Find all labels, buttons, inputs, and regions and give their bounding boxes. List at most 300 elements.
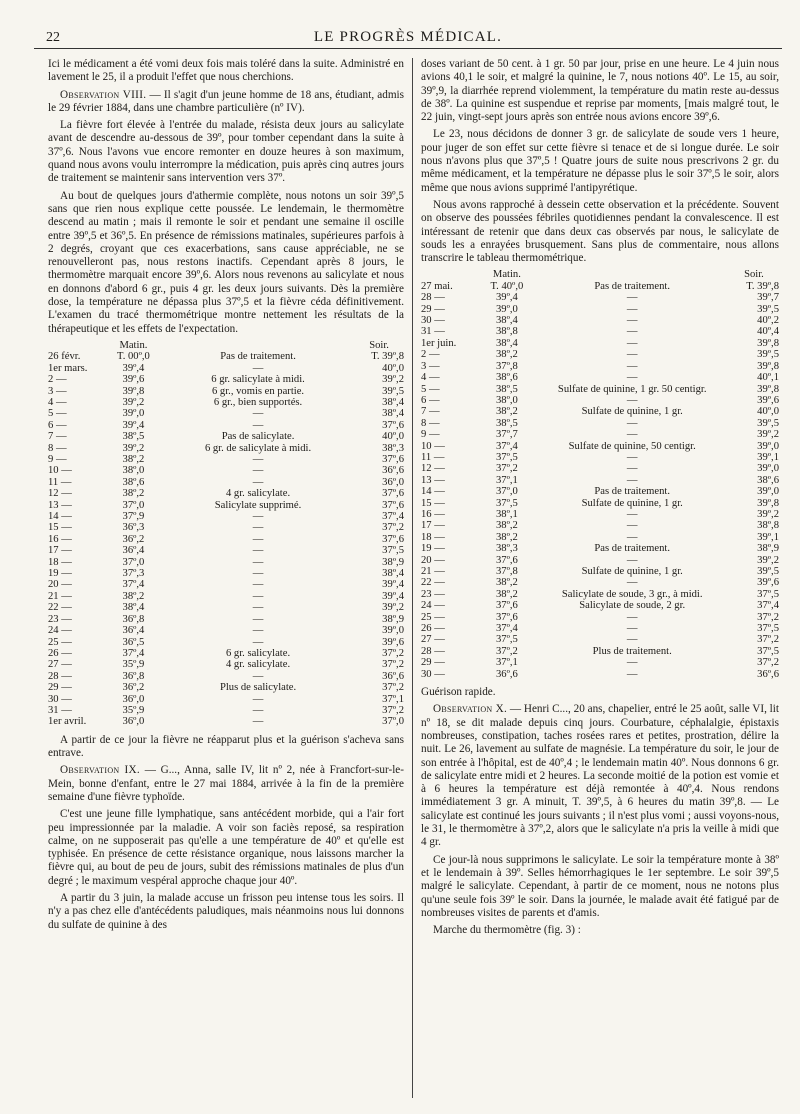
obs8-text-1: — Il s'agit d'un jeune homme de 18 ans, étudiant, admis le 29 février 1884, dans une chambre particulière (nº IV). [48,88,405,114]
table-soir: 36º,6 [382,465,404,477]
table-row [48,477,404,488]
table-row [421,281,779,292]
table-date: 20 — [421,554,445,566]
table-date: 30 — [48,693,72,705]
table-row [48,637,404,648]
table-date: 5 — [48,408,67,420]
table-matin: 38º,5 [122,431,145,443]
table-note: 6 gr., bien supportés. [213,396,303,408]
table-soir: 39º,2 [382,602,404,614]
table-matin: 35º,9 [122,704,145,716]
table-soir: 37º,2 [757,657,779,669]
table-note: — [252,476,264,488]
table-date: 4 — [421,372,440,384]
table-row [421,646,779,657]
obs8-col-matin: Matin. [119,339,148,351]
table-date: 18 — [421,531,445,543]
table-matin: 36º,8 [122,670,145,682]
table-note: — [252,545,264,557]
table-row [421,669,779,680]
obs9-paragraph-2: C'est une jeune fille lymphatique, sans antécédent morbide, qui a l'air fort peu impressionnée par la maladie. A voir son faciès reposé, sa respiration calme, on ne supposerait pas qu'elle a une température de 40º et qu'elle est typhisée. En présence de cette résistance organique, nous laissons marcher la fièvre qui, au bout de peu de jours, subit des rémissions matinales de plus d'un degré ; le maximum vespéral approche chaque jour 40º. [48,808,404,887]
table-date: 5 — [421,383,440,395]
table-row [421,463,779,474]
table-matin: 38º,4 [495,315,518,327]
table-row [421,304,779,315]
table-note: Salicylate supprimé. [214,499,302,511]
table-row [48,545,404,556]
table-note: — [626,303,638,315]
table-matin: 36º,2 [122,682,145,694]
table-note: — [252,408,264,420]
table-row [48,705,404,716]
table-soir: 37º,2 [757,634,779,646]
table-soir: 37º,6 [382,533,404,545]
table-date: 1er juin. [421,337,457,349]
table-date: 25 — [421,611,445,623]
table-matin: 37º,2 [495,645,518,657]
table-matin: 38º,1 [495,508,518,520]
table-note: Pas de salicylate. [221,431,295,443]
table-row [48,579,404,590]
table-row [421,634,779,645]
table-matin: 36º,6 [495,668,518,680]
table-note: — [252,704,264,716]
table-soir: 38º,9 [382,556,404,568]
table-matin: 38º,4 [122,602,145,614]
table-row [421,315,779,326]
table-note: Plus de salicylate. [219,682,297,694]
table-row [48,500,404,511]
table-soir: 37º,2 [757,611,779,623]
table-matin: 37º,4 [495,623,518,635]
table-matin: 37º,8 [495,566,518,578]
table-note: — [626,360,638,372]
table-matin: 38º,5 [495,383,518,395]
table-date: 17 — [421,520,445,532]
table-note: — [626,451,638,463]
table-note: — [626,554,638,566]
table-matin: 38º,0 [495,394,518,406]
table-matin: 37º,1 [495,657,518,669]
table-matin: 38º,2 [495,406,518,418]
table-matin: 37º,5 [495,497,518,509]
table-matin: 37º,8 [495,360,518,372]
table-row [421,657,779,668]
table-soir: 39º,5 [757,349,779,361]
obs9-paragraph-3: A partir du 3 juin, la malade accuse un frisson peu intense tous les soirs. Il n'y a pas chez elle d'antécédents paludiques, mais néanmoins nous lui donnons du sulfate de quinine à des [48,892,404,931]
table-date: 1er avril. [48,716,87,728]
table-note: — [626,474,638,486]
table-row [48,408,404,419]
table-matin: 39º,0 [495,303,518,315]
table-note: Plus de traitement. [592,645,672,657]
table-note: — [252,454,264,465]
table-soir: 39º,4 [382,579,404,591]
table-note: 4 gr. salicylate. [225,659,291,671]
table-date: 24 — [48,625,72,637]
obs9-paragraph-1 [48,764,404,804]
table-soir: 39º,7 [757,292,779,304]
table-note: — [252,533,264,545]
table-date: 14 — [48,511,72,523]
table-date: 14 — [421,486,445,498]
obs10-paragraph-2: Ce jour-là nous supprimons le salicylate. Le soir la température monte à 38º et le lendemain à 39º. Selles hémorrhagiques le 1er septembre. Le soir 39º,5 malgré le salicylate. Cependant, à partir de ce moment, nous ne notons plus qu'une seule fois 39º le soir. Dans la journée, le malade avait été fatigué par de nombreuses visites de parents et d'amis. [421,853,779,919]
table-date: 21 — [48,590,72,602]
table-date: 9 — [421,429,440,441]
table-note: — [626,429,638,441]
table-soir: 37º,5 [757,623,779,635]
obs9-continued-1: doses variant de 50 cent. à 1 gr. 50 par jour, prise en une heure. Le 4 juin nous avions 40,1 le soir, et malgré la quinine, le 7, nous notions 40º. Le 15, au soir, 39º,9, la diarrhée reprend violemment, la température du matin reste au-dessus de 38º. La quinine est suspendue et reprise par moments, [mais malgré tout, le 22 juin, vingt-sept jours après son entrée nous avions encore 39º,6. [421,58,779,124]
table-date: 31 — [48,704,72,716]
table-date: 26 févr. [48,351,81,363]
table-soir: 39º,2 [757,554,779,566]
table-soir: 39º,6 [757,394,779,406]
table-date: 19 — [421,543,445,555]
table-soir: 39º,2 [757,508,779,520]
table-soir: 38º,9 [757,543,779,555]
table-date: 16 — [48,533,72,545]
table-soir: 39º,0 [757,440,779,452]
table-soir: 39º,1 [757,451,779,463]
table-note: — [252,465,264,477]
table-date: 11 — [48,476,72,488]
table-date: 12 — [421,463,445,475]
table-matin: 37º,0 [495,486,518,498]
table-note: — [626,657,638,669]
table-row [421,384,779,395]
table-note: — [252,362,264,374]
table-date: 29 — [48,682,72,694]
table-matin: 38º,2 [495,531,518,543]
table-matin: T. 40º,0 [490,280,524,292]
obs9-continued-2: Le 23, nous décidons de donner 3 gr. de salicylate de soude vers 1 heure, pour juger de son effet sur cette fièvre si tenace et de si longue durée. Le soir nous n'avons plus que 37º,5 ! Quatre jours de suite nous prescrivons 2 gr. du même médicament, et la température ne dépasse plus le soir 37º,5 le soir, alors même que nous avions supprimé l'antipyrétique. [421,128,779,194]
table-row [48,363,404,374]
table-date: 19 — [48,568,72,580]
table-soir: 37º,5 [382,545,404,557]
table-note: Sulfate de quinine, 1 gr. [581,566,683,578]
table-matin: 37º,0 [122,499,145,511]
page-header [34,26,782,46]
table-note: — [626,634,638,646]
table-note: — [626,520,638,532]
table-date: 31 — [421,326,445,338]
table-soir: 36º,0 [382,476,404,488]
table-matin: 38º,6 [122,476,145,488]
table-matin: 38º,5 [495,417,518,429]
table-note: — [252,670,264,682]
table-row [48,648,404,659]
table-row [421,600,779,611]
table-date: 24 — [421,600,445,612]
table-soir: 36º,6 [382,670,404,682]
table-date: 27 — [421,634,445,646]
table-matin: 38º,2 [495,577,518,589]
table-matin: 38º,0 [122,465,145,477]
table-matin: 39º,4 [122,362,145,374]
table-note: 6 gr. salicylate à midi. [211,374,305,386]
table-note: — [626,292,638,304]
table-soir: 39º,8 [757,497,779,509]
table-row [48,488,404,499]
table-matin: 36º,8 [122,613,145,625]
table-date: 8 — [421,417,440,429]
table-row [421,566,779,577]
table-soir: 39º,6 [757,577,779,589]
table-matin: 39º,2 [122,396,145,408]
page-number: 22 [46,30,60,45]
table-soir: 37º,2 [382,659,404,671]
table-row [421,475,779,486]
table-note: Sulfate de quinine, 1 gr. [581,406,683,418]
table-date: 12 — [48,488,72,500]
table-note: — [252,556,264,568]
obs10-text-1: — Henri C..., 20 ans, chapelier, entré le 25 août, salle VI, lit nº 18, se dit malade depuis cinq jours. Courbature, céphalalgie, épistaxis nombreuses, constipation, taches rosées rares et petites, prostration, délire la nuit. Le 26, lavement au sulfate de magnésie. La température du soir, le jour de son entrée à l'hôpital, est de 40º,4 ; le lendemain matin 40º. Nous donnons 6 gr. de salicylate entre midi et 2 heures. La seconde moitié de la potion est vomie et à 6 heures la température est déjà remontée à 40º,4. Nous rendons immédiatement 3 gr. A minuit, T. 39º,5, à 6 heures du matin 39º,8. — Le salicylate est continué les jours suivants ; il n'est plus vomi ; aussi voyons-nous, le 31, le thermomètre à 37º,2, alors que le salicylate n'a pris la veille à midi que 4 gr. [421,703,780,849]
table-soir: 39º,8 [757,337,779,349]
table-row [421,532,779,543]
table-date: 26 — [421,623,445,635]
table-soir: 36º,6 [757,668,779,680]
table-soir: 37º,6 [382,488,404,500]
table-matin: 38º,8 [495,326,518,338]
table-soir: 39º,0 [757,463,779,475]
table-date: 29 — [421,657,445,669]
obs10-paragraph-3: Marche du thermomètre (fig. 3) : [433,924,581,937]
table-row [48,557,404,568]
table-note: Pas de traitement. [594,486,671,498]
table-date: 6 — [48,419,67,431]
table-matin: 37º,5 [495,451,518,463]
table-soir: 37º,2 [382,647,404,659]
obs8-paragraph-2: La fièvre fort élevée à l'entrée du malade, résista deux jours au salicylate avant de descendre au-dessous de 39º, pour tomber cependant dans la suite à 37º,6. Nous l'avons vue encore remonter en douze heures à son maximum, quand nous avons voulu interrompre la médication, puis après cinq autres jours de traitement se maintenir sans intervention vers 37º. [48,119,404,185]
table-soir: 40º,0 [382,431,404,443]
table-date: 10 — [421,440,445,452]
table-row [421,452,779,463]
table-note: — [626,611,638,623]
table-row [421,361,779,372]
obs9-col-soir: Soir. [744,269,764,281]
table-row [421,555,779,566]
table-soir: 38º,4 [382,568,404,580]
table-matin: 38º,2 [495,588,518,600]
table-row [48,374,404,385]
obs9-table-header [421,269,779,280]
table-row [48,431,404,442]
table-date: 28 — [421,645,445,657]
table-date: 30 — [421,668,445,680]
table-row [48,420,404,431]
obs8-after-table: A partir de ce jour la fièvre ne réapparut plus et la guérison s'acheva sans entrave. [48,733,404,760]
table-soir: 37º,6 [382,454,404,465]
obs9-after-table: Guérison rapide. [421,686,496,699]
table-row [48,465,404,476]
table-soir: 39º,0 [757,486,779,498]
obs9-continued-3: Nous avons rapproché à dessein cette observation et la précédente. Souvent on observe des poussées fébriles quotidiennes pendant la convalescence. Il est intéressant de retenir que dans deux cas observés par nous, le salicylate de souds les a enrayées brusquement. Sans plus de commentaire, nous allons transcrire le tableau thermométrique. [421,198,779,265]
table-soir: 39º,8 [757,383,779,395]
table-note: — [626,508,638,520]
table-date: 27 — [48,659,72,671]
table-date: 17 — [48,545,72,557]
obs10-heading: Observation X. [433,703,508,716]
table-row [421,623,779,634]
table-note: 6 gr. de salicylate à midi. [204,442,312,454]
table-date: 7 — [421,406,440,418]
table-row [48,351,404,362]
obs8-temperature-table [48,340,404,728]
table-matin: 38º,2 [122,488,145,500]
table-date: 10 — [48,465,72,477]
obs8-heading: Observation VIII. [60,88,147,101]
table-note: Pas de traitement. [220,351,296,363]
table-row [48,534,404,545]
table-soir: 39º,6 [382,636,404,648]
table-date: 27 mai. [421,280,453,292]
table-matin: 37º,4 [122,579,145,591]
table-note: — [252,693,264,705]
table-soir: 39º,5 [382,385,404,397]
table-note: — [252,613,264,625]
table-matin: 39º,4 [122,419,145,431]
table-matin: 39º,0 [122,408,145,420]
table-soir: 38º,6 [757,474,779,486]
table-date: 25 — [48,636,72,648]
table-row [421,395,779,406]
table-matin: 37º,5 [495,634,518,646]
table-soir: 40º,1 [757,372,779,384]
table-matin: 37º,4 [495,440,518,452]
table-soir: 37º,5 [757,588,779,600]
table-matin: 36º,0 [122,716,145,728]
table-date: 13 — [421,474,445,486]
obs9-heading: Observation IX. [60,764,141,777]
table-note: Salicylate de soude, 3 gr., à midi. [561,588,703,600]
table-matin: 37º,6 [495,600,518,612]
table-date: 8 — [48,442,67,454]
table-row [421,338,779,349]
table-soir: 37º,0 [382,716,404,728]
table-soir: 37º,4 [382,511,404,523]
table-matin: 37º,6 [495,554,518,566]
table-row [421,441,779,452]
table-note: Salicylate de soude, 2 gr. [579,600,686,612]
table-matin: 37º,9 [122,511,145,523]
table-row [421,486,779,497]
table-matin: 38º,2 [495,349,518,361]
table-row [421,292,779,303]
table-soir: 37º,2 [382,704,404,716]
table-note: — [252,419,264,431]
table-matin: 37º,0 [122,556,145,568]
table-row [421,589,779,600]
table-date: 16 — [421,508,445,520]
table-matin: 36º,4 [122,545,145,557]
table-note: — [252,636,264,648]
table-date: 7 — [48,431,67,443]
table-soir: 38º,8 [757,520,779,532]
table-date: 23 — [421,588,445,600]
table-date: 29 — [421,303,445,315]
table-row [48,511,404,522]
table-row [421,372,779,383]
table-soir: 39º,8 [757,360,779,372]
table-date: 15 — [48,522,72,534]
table-note: — [252,511,264,523]
table-soir: 38º,9 [382,613,404,625]
table-soir: 39º,5 [757,303,779,315]
obs10-paragraph-1 [421,703,779,849]
table-note: — [626,394,638,406]
right-column [421,58,779,941]
table-matin: 36º,4 [122,625,145,637]
table-date: 22 — [48,602,72,614]
obs8-paragraph-1 [48,89,404,116]
table-matin: 38º,4 [495,337,518,349]
table-note: — [626,668,638,680]
table-date: 11 — [421,451,445,463]
table-row [421,349,779,360]
table-soir: 39º,2 [757,429,779,441]
table-soir: 39º,4 [382,590,404,602]
table-matin: 37º,4 [122,647,145,659]
table-note: 6 gr., vomis en partie. [211,385,305,397]
table-matin: 35º,9 [122,659,145,671]
table-soir: 40º,4 [757,326,779,338]
table-row [48,614,404,625]
table-row [421,543,779,554]
table-soir: 38º,4 [382,396,404,408]
table-row [48,682,404,693]
table-note: — [626,337,638,349]
table-date: 15 — [421,497,445,509]
table-row [421,509,779,520]
table-date: 23 — [48,613,72,625]
table-note: — [626,531,638,543]
table-matin: 37º,6 [495,611,518,623]
table-note: — [252,590,264,602]
table-soir: 38º,4 [382,408,404,420]
table-note: — [626,577,638,589]
table-date: 3 — [421,360,440,372]
obs8-paragraph-3: Au bout de quelques jours d'athermie complète, nous notons un soir 39º,5 sans que rien nous explique cette poussée. Le lendemain, le thermomètre descend au matin ; mais il remonte le soir et pendant une semaine il oscille entre 39º,5 et 36º,5. En présence de rémissions matinales, supérieures parfois à 2 degrés, croyant que ces exacerbations, sans cause appréciable, ne se renouvelleront pas, nous restons inactifs. Cependant après 8 jours, le thermomètre marquait encore 39º,6. Alors nous revenons au salicylate et nous en donnons d'abord 6 gr., puis 4 gr. les deux jours suivants. Dès la première dose, la température ne dépassa plus 37º,5 et la fièvre céda définitivement. L'examen du tracé thermométrique montre nettement les résultats de la thérapeutique et les effets de l'expectation. [48,189,404,335]
table-soir: 40º,0 [757,406,779,418]
table-matin: 37º,7 [495,429,518,441]
table-note: — [626,463,638,475]
table-soir: 40º,0 [382,362,404,374]
obs8-table-header [48,340,404,351]
intro-paragraph: Ici le médicament a été vomi deux fois mais toléré dans la suite. Administré en lavement le 25, il a produit l'effet que nous cherchions. [48,58,404,84]
table-date: 22 — [421,577,445,589]
obs8-table-body [48,351,404,727]
table-soir: 39º,2 [382,374,404,386]
table-row [421,406,779,417]
table-row [48,694,404,705]
table-row [48,659,404,670]
table-row [48,671,404,682]
table-note: 6 gr. salicylate. [225,647,291,659]
table-note: — [252,568,264,580]
table-row [421,612,779,623]
table-soir: 37º,6 [382,499,404,511]
table-date: 28 — [48,670,72,682]
table-matin: 38º,2 [495,520,518,532]
table-date: 1er mars. [48,362,88,374]
table-row [48,602,404,613]
table-date: 28 — [421,292,445,304]
table-matin: 39º,2 [122,442,145,454]
table-row [48,568,404,579]
table-soir: 37º,6 [382,419,404,431]
table-matin: 39º,6 [122,374,145,386]
table-soir: 39º,5 [757,417,779,429]
